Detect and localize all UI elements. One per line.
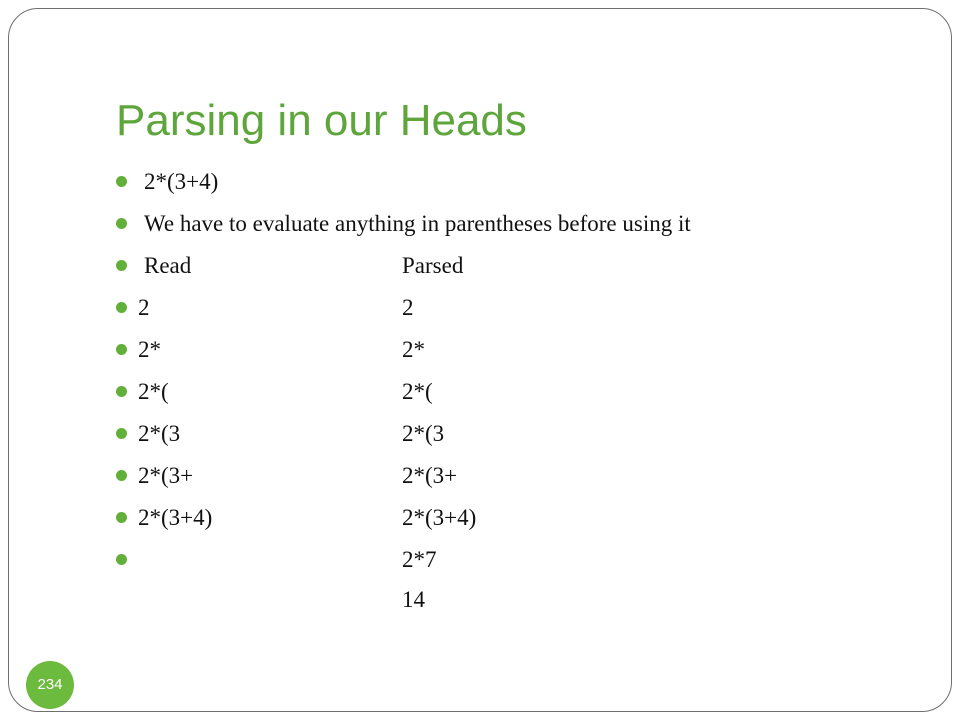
read-cell: 2*( [138,379,169,404]
bullet-dot [116,554,127,565]
bullet-dot [116,218,127,229]
parsed-cell: 2*(3 [402,421,445,446]
read-cell: 2* [138,337,161,362]
parsed-cell: 2*(3+ [402,463,458,488]
bullet-dot [116,302,127,313]
bullet-text: 2*(3+4) [144,169,219,194]
bullet-dot [116,386,127,397]
read-cell: 2*(3 [138,421,181,446]
bullet-dot [116,260,127,271]
parsed-cell: 2 [402,295,414,320]
parsed-result-stack [402,539,437,619]
read-cell: 2*(3+4) [138,505,213,530]
parsed-cell: 2* [402,337,425,362]
page-number-badge: 234 [26,661,74,709]
bullet-dot [116,428,127,439]
bullet-dot [116,176,127,187]
slide-title: Parsing in our Heads [116,96,527,145]
parsed-cell: 2*( [402,379,433,404]
read-cell: 2 [138,295,150,320]
read-cell: 2*(3+ [138,463,194,488]
bullet-dot [116,344,127,355]
parsed-cell: 2*7 [402,547,437,572]
bullet-text: We have to evaluate anything in parentheses before using it [144,211,691,236]
slide-frame [8,8,952,712]
read-header: Read [144,253,192,278]
bullet-dot [116,470,127,481]
parsed-header: Parsed [402,253,464,278]
bullet-dot [116,512,127,523]
parsed-result: 14 [402,587,425,612]
parsed-cell: 2*(3+4) [402,505,477,530]
